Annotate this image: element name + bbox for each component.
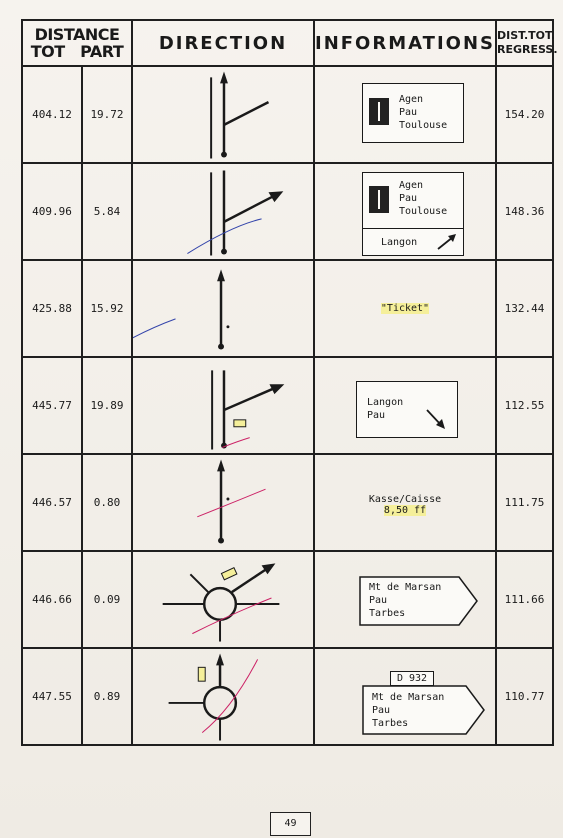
sign-line: Pau [367,410,386,421]
regress-cell: 154.20 [496,66,553,163]
table-row [22,454,553,551]
part-cell: 0.09 [82,551,132,648]
table-row [22,163,553,260]
tot-cell: 446.57 [22,454,82,551]
regress-cell: 148.36 [496,163,553,260]
arrow-up-right-icon [435,233,459,251]
sign-line: Langon [367,397,404,408]
sign-line: Agen [399,180,424,191]
table-row [22,648,553,745]
direction-sign [356,381,458,438]
page-number: 49 [270,812,311,836]
table-row [22,260,553,357]
information-cell [314,260,496,357]
motorway-icon [369,186,389,213]
regress-header [496,20,558,66]
direction-diagram [132,260,314,357]
regress-cell: 110.77 [496,648,553,745]
information-cell [314,66,496,163]
roundabout-diagram [133,649,313,744]
tot-cell: 446.66 [22,551,82,648]
direction-diagram [132,648,314,745]
regress-line1: DIST.TOT. [497,29,556,42]
exit-sign [362,228,464,256]
tot-cell: 445.77 [22,357,82,454]
tot-cell: 447.55 [22,648,82,745]
ticket-label: "Ticket" [380,303,430,314]
direction-diagram [132,163,314,260]
information-cell [314,551,496,648]
road-number-plate [390,671,434,686]
sign-line: Agen [399,94,424,105]
fork-right-arrow-diagram [133,358,313,453]
part-label: PART [80,42,124,61]
information-cell [314,163,496,260]
direction-sign [372,691,444,730]
tot-cell: 425.88 [22,260,82,357]
regress-cell: 132.44 [496,260,553,357]
informations-header: INFORMATIONS [314,20,496,66]
table-row [22,66,553,163]
sign-line: Tarbes [372,718,409,729]
info-line: Kasse/Caisse [368,494,442,505]
regress-cell: 112.55 [496,357,553,454]
table-row [22,357,553,454]
regress-cell: 111.75 [496,454,553,551]
straight-ahead-diagram [133,261,313,356]
sign-line: Toulouse [399,206,448,217]
direction-header: DIRECTION [132,20,314,66]
regress-line2: REGRESS. [497,43,558,56]
part-cell: 15.92 [82,260,132,357]
direction-diagram [132,357,314,454]
information-cell [314,454,496,551]
tot-cell: 404.12 [22,66,82,163]
motorway-sign [362,172,464,229]
sign-line: Pau [399,193,418,204]
sign-line: Mt de Marsan [372,692,445,703]
part-cell: 0.89 [82,648,132,745]
arrow-down-right-icon [423,406,449,432]
direction-sign [369,581,441,620]
part-cell: 5.84 [82,163,132,260]
table-row [22,551,553,648]
part-cell: 0.80 [82,454,132,551]
motorway-icon [369,98,389,125]
straight-ahead-diagram [133,455,313,550]
fork-right-diagram [133,67,313,162]
regress-cell: 111.66 [496,551,553,648]
sign-line: Pau [399,107,418,118]
sign-line: Toulouse [399,120,448,131]
distance-label: DISTANCE [34,25,120,44]
exit-sign-label: Langon [381,237,418,248]
sign-line: Mt de Marsan [369,582,442,593]
direction-diagram [132,551,314,648]
part-cell: 19.89 [82,357,132,454]
direction-diagram [132,66,314,163]
tot-cell: 409.96 [22,163,82,260]
information-cell [314,357,496,454]
sign-line: Pau [372,705,391,716]
tot-label: TOT [30,42,65,61]
sign-line: Pau [369,595,388,606]
motorway-sign [362,83,464,143]
part-cell: 19.72 [82,66,132,163]
road-number: D 932 [396,673,428,684]
fork-right-arrow-diagram [133,164,313,259]
header-row [22,20,553,66]
roundabout-diagram [133,552,313,647]
distance-header [22,20,132,66]
info-line: 8,50 ff [383,505,427,516]
information-cell [314,648,496,745]
sign-line: Tarbes [369,608,406,619]
roadbook-table [21,19,558,746]
direction-diagram [132,454,314,551]
